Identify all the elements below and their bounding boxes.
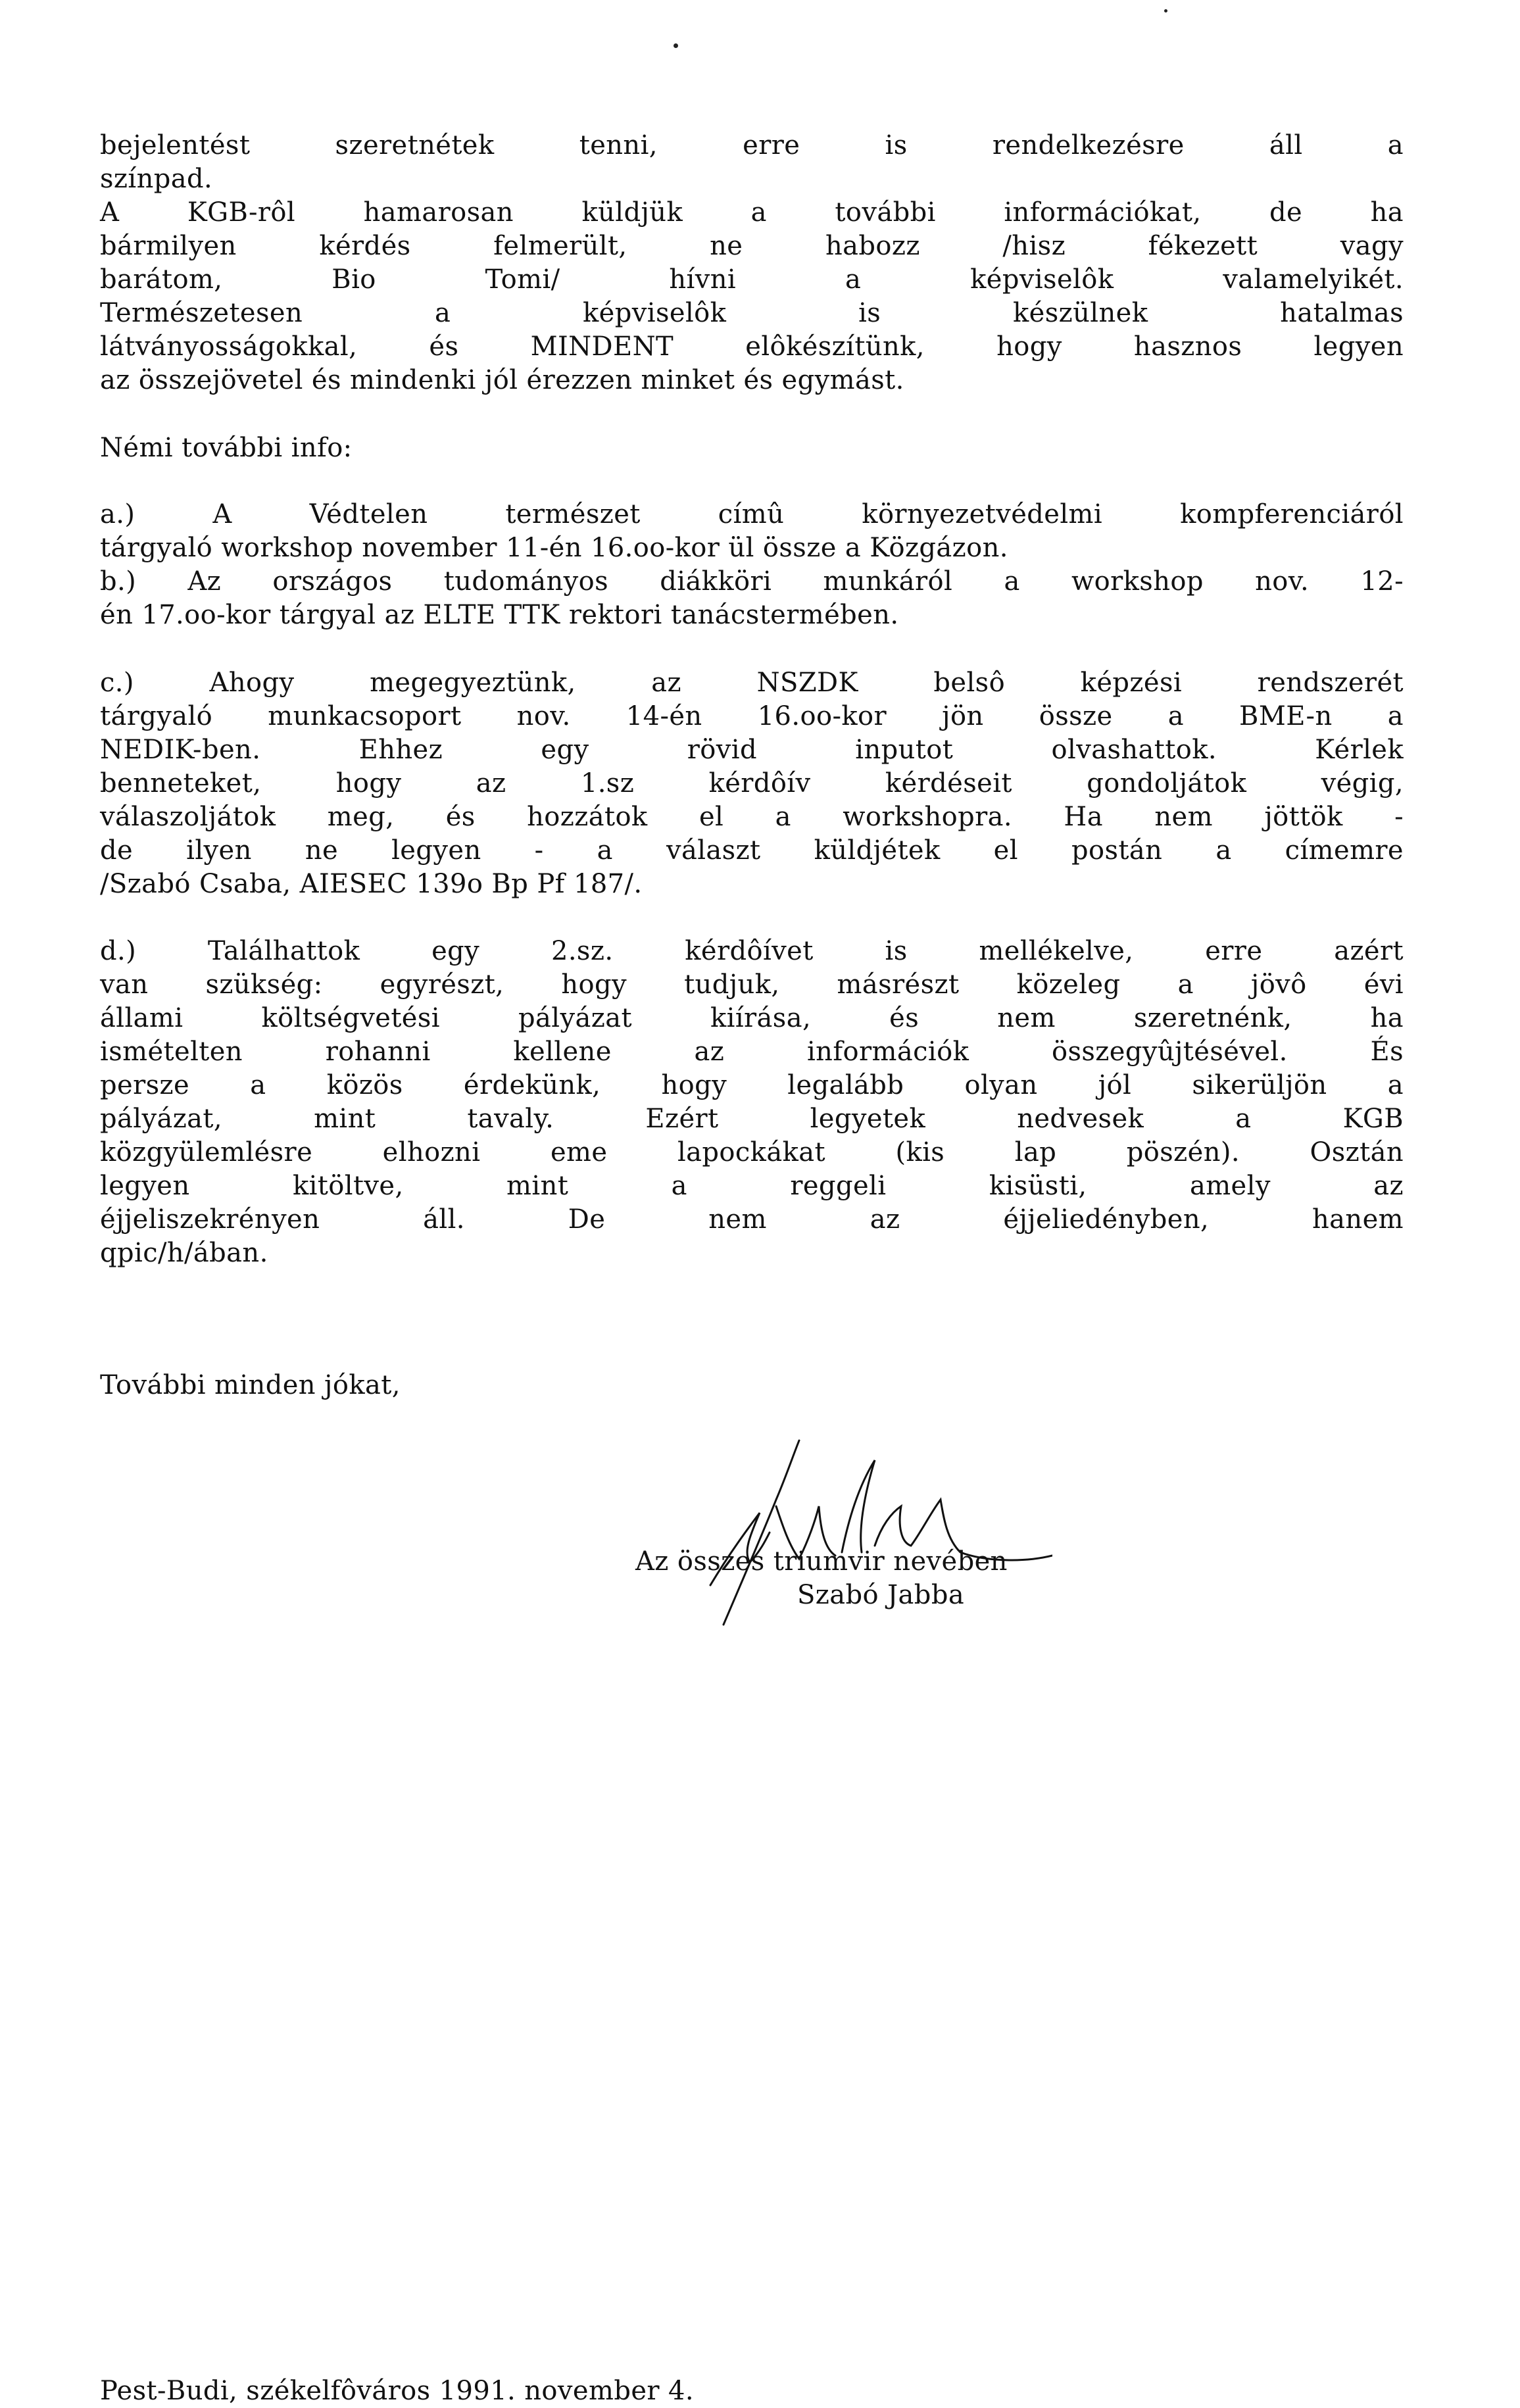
text-line: de ilyen ne legyen - a választ küldjétek el postán a címemre	[100, 835, 1404, 866]
info-heading: Némi további info:	[100, 433, 353, 463]
info-heading-block	[100, 431, 1404, 465]
date-place-line: Pest-Budi, székelfôváros 1991. november 4.	[100, 2376, 694, 2406]
item-d	[100, 935, 1404, 1270]
signer-name: Szabó Jabba	[797, 1580, 965, 1610]
text-line: közgyülemlésre elhozni eme lapockákat (kis lap pöszén). Osztán	[100, 1137, 1404, 1167]
items-a-b	[100, 498, 1404, 632]
text-line: barátom, Bio Tomi/ hívni a képviselôk valamelyikét.	[100, 264, 1404, 295]
item-c	[100, 666, 1404, 901]
text-line: tárgyaló munkacsoport nov. 14-én 16.oo-kor jön össze a BME-n a	[100, 701, 1404, 731]
text-line: benneteket, hogy az 1.sz kérdôív kérdéseit gondoljátok végig,	[100, 768, 1404, 799]
text-line: éjjeliszekrényen áll. De nem az éjjeliedényben, hanem	[100, 1204, 1404, 1235]
text-line: én 17.oo-kor tárgyal az ELTE TTK rektori tanácstermében.	[100, 600, 899, 630]
text-line: d.) Találhattok egy 2.sz. kérdôívet is mellékelve, erre azért	[100, 936, 1404, 966]
text-line: válaszoljátok meg, és hozzátok el a workshopra. Ha nem jöttök -	[100, 802, 1404, 832]
text-line: látványosságokkal, és MINDENT elôkészítünk, hogy hasznos legyen	[100, 332, 1404, 362]
text-line: színpad.	[100, 164, 213, 194]
closing-line: További minden jókat,	[100, 1370, 401, 1400]
text-line: c.) Ahogy megegyeztünk, az NSZDK belsô képzési rendszerét	[100, 668, 1404, 698]
text-line: a.) A Védtelen természet címû környezetvédelmi kompferenciáról	[100, 499, 1404, 529]
closing-block	[100, 1369, 1404, 1402]
text-line: ismételten rohanni kellene az információk összegyûjtésével. És	[100, 1037, 1404, 1067]
text-line: bejelentést szeretnétek tenni, erre is rendelkezésre áll a	[100, 130, 1404, 160]
text-line: Természetesen a képviselôk is készülnek hatalmas	[100, 298, 1404, 328]
text-line: legyen kitöltve, mint a reggeli kisüsti, amely az	[100, 1171, 1404, 1201]
text-line: van szükség: egyrészt, hogy tudjuk, másrészt közeleg a jövô évi	[100, 970, 1404, 1000]
text-line: b.) Az országos tudományos diákköri munkáról a workshop nov. 12-	[100, 566, 1404, 597]
signoff-line: Az összes triumvir nevében	[635, 1546, 1008, 1577]
text-line: /Szabó Csaba, AIESEC 139o Bp Pf 187/.	[100, 869, 643, 899]
signoff-block	[635, 1545, 1162, 1612]
text-line: NEDIK-ben. Ehhez egy rövid inputot olvashattok. Kérlek	[100, 735, 1404, 765]
text-line: A KGB-rôl hamarosan küldjük a további információkat, de ha	[100, 197, 1404, 228]
text-line: az összejövetel és mindenki jól érezzen minket és egymást.	[100, 365, 904, 395]
text-line: pályázat, mint tavaly. Ezért legyetek nedvesek a KGB	[100, 1104, 1404, 1134]
text-line: tárgyaló workshop november 11-én 16.oo-kor ül össze a Közgázon.	[100, 533, 1008, 563]
text-line: persze a közös érdekünk, hogy legalább olyan jól sikerüljön a	[100, 1070, 1404, 1100]
intro-paragraph	[100, 129, 1404, 397]
text-line: bármilyen kérdés felmerült, ne habozz /hisz fékezett vagy	[100, 231, 1404, 261]
text-line: állami költségvetési pályázat kiírása, és nem szeretnénk, ha	[100, 1003, 1404, 1033]
text-line: qpic/h/ában.	[100, 1238, 268, 1268]
